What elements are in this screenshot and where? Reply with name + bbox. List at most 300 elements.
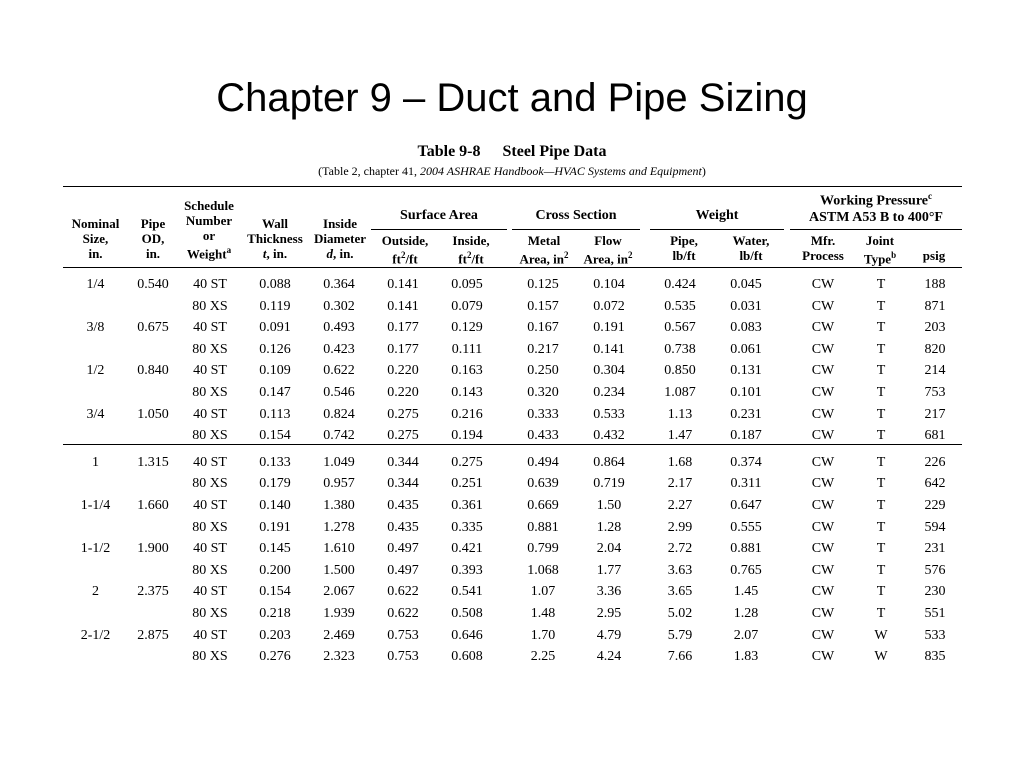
group-rule-working-pressure [790, 229, 962, 230]
cell-metal-area: 1.70 [530, 627, 556, 643]
header-mfr-process [792, 233, 854, 263]
cell-metal-area: 2.25 [530, 649, 556, 665]
cell-inside-area: 0.541 [451, 584, 483, 600]
header-text: /ft [405, 251, 418, 267]
header-text: Pipe [140, 216, 166, 231]
cell-schedule: 80 XS [192, 384, 228, 400]
cell-inside-area: 0.194 [451, 428, 483, 444]
header-rule [63, 267, 962, 268]
cell-pipe-weight: 0.424 [664, 277, 696, 292]
header-water-weight [718, 233, 784, 263]
cell-outside-area: 0.177 [387, 341, 419, 357]
table-source [0, 163, 1024, 179]
cell-flow-area: 0.432 [593, 428, 625, 444]
cell-joint-type: T [876, 341, 886, 357]
cell-outside-area: 0.497 [387, 541, 419, 557]
cell-mfr-process: CW [811, 454, 835, 470]
cell-metal-area: 0.799 [527, 541, 559, 557]
cell-inside-area: 0.216 [451, 406, 483, 422]
table-row [63, 495, 962, 517]
cell-outside-area: 0.753 [387, 627, 419, 643]
cell-joint-type: W [874, 627, 888, 643]
cell-wall-thickness: 0.109 [259, 363, 291, 379]
cell-inside-diameter: 0.493 [323, 320, 355, 336]
cell-schedule: 40 ST [193, 454, 227, 470]
cell-flow-area: 0.191 [593, 320, 625, 336]
group-rule-cross-section [512, 229, 640, 230]
cell-outside-area: 0.435 [387, 497, 419, 513]
header-text: Type [863, 251, 892, 267]
slide-title: Chapter 9 – Duct and Pipe Sizing [216, 76, 808, 120]
cell-inside-area: 0.421 [451, 541, 483, 557]
header-text: lb/ft [739, 248, 763, 263]
header-text: d [326, 246, 333, 261]
header-psig [908, 248, 960, 263]
cell-outside-area: 0.344 [387, 454, 419, 470]
cell-psig: 203 [924, 320, 946, 336]
cell-joint-type: T [876, 384, 886, 400]
cell-psig: 835 [924, 649, 946, 665]
cell-pipe-weight: 0.738 [664, 341, 696, 357]
cell-pipe-weight: 1.13 [667, 406, 693, 422]
cell-psig: 188 [924, 277, 946, 292]
header-text: Schedule [184, 198, 234, 213]
header-text: psig [922, 248, 946, 263]
cell-water-weight: 0.881 [730, 541, 762, 557]
table-row [63, 382, 962, 404]
cell-metal-area: 0.433 [527, 428, 559, 444]
cell-outside-area: 0.141 [387, 277, 419, 292]
cell-schedule: 40 ST [193, 320, 227, 336]
cell-water-weight: 0.231 [730, 406, 762, 422]
cell-schedule: 40 ST [193, 277, 227, 292]
table-row [63, 603, 962, 625]
cell-mfr-process: CW [811, 627, 835, 643]
cell-pipe-od: 2.875 [137, 627, 169, 643]
table-source-suffix: ) [701, 164, 706, 178]
header-pipe-od [128, 216, 178, 261]
header-text: Area, in [583, 251, 629, 267]
cell-nominal-size: 1/4 [86, 277, 105, 292]
cell-psig: 217 [924, 406, 946, 422]
cell-nominal-size: 1-1/4 [80, 497, 111, 513]
cell-inside-diameter: 0.622 [323, 363, 355, 379]
cell-outside-area: 0.753 [387, 649, 419, 665]
cell-pipe-weight: 1.087 [664, 384, 696, 400]
cell-pipe-od: 2.375 [137, 584, 169, 600]
header-text: or [202, 228, 216, 243]
cell-wall-thickness: 0.088 [259, 277, 291, 292]
cell-outside-area: 0.275 [387, 406, 419, 422]
cell-pipe-weight: 3.63 [667, 562, 693, 578]
cell-water-weight: 0.187 [730, 428, 762, 444]
table-source-prefix: (Table 2, chapter 41, [318, 164, 420, 178]
cell-pipe-weight: 2.99 [667, 519, 693, 535]
cell-inside-diameter: 0.364 [323, 277, 355, 292]
table-row [63, 274, 962, 296]
header-text: Water, [732, 233, 770, 248]
cell-pipe-weight: 2.27 [667, 497, 693, 513]
cell-mfr-process: CW [811, 384, 835, 400]
cell-psig: 230 [924, 584, 946, 600]
group-header-working-pressure [790, 188, 962, 226]
cell-pipe-od: 0.540 [137, 277, 169, 292]
cell-mfr-process: CW [811, 519, 835, 535]
cell-wall-thickness: 0.200 [259, 562, 291, 578]
cell-flow-area: 0.072 [593, 298, 625, 314]
cell-water-weight: 1.28 [733, 605, 759, 621]
cell-metal-area: 0.320 [527, 384, 559, 400]
cell-water-weight: 2.07 [733, 627, 759, 643]
group-rule-weight [650, 229, 784, 230]
cell-pipe-weight: 1.68 [667, 454, 693, 470]
table-row [63, 404, 962, 426]
header-text: Flow [594, 233, 622, 248]
cell-metal-area: 0.217 [527, 341, 559, 357]
header-text: Diameter [314, 231, 366, 246]
cell-pipe-weight: 7.66 [667, 649, 693, 665]
cell-nominal-size: 2-1/2 [80, 627, 111, 643]
cell-flow-area: 0.533 [593, 406, 625, 422]
cell-inside-diameter: 1.610 [323, 541, 355, 557]
table-row [63, 425, 962, 447]
cell-schedule: 80 XS [192, 428, 228, 444]
cell-outside-area: 0.344 [387, 476, 419, 492]
cell-outside-area: 0.177 [387, 320, 419, 336]
cell-inside-area: 0.163 [451, 363, 483, 379]
cell-water-weight: 0.045 [730, 277, 762, 292]
cell-water-weight: 0.083 [730, 320, 762, 336]
cell-pipe-od: 0.675 [137, 320, 169, 336]
cell-inside-diameter: 1.939 [323, 605, 355, 621]
cell-joint-type: T [876, 454, 886, 470]
cell-mfr-process: CW [811, 406, 835, 422]
cell-wall-thickness: 0.218 [259, 605, 291, 621]
cell-metal-area: 1.48 [530, 605, 556, 621]
cell-pipe-weight: 2.17 [667, 476, 693, 492]
cell-pipe-weight: 3.65 [667, 584, 693, 600]
cell-joint-type: T [876, 476, 886, 492]
header-text: OD, [141, 231, 165, 246]
cell-flow-area: 3.36 [596, 584, 622, 600]
header-text: Number [185, 213, 233, 228]
cell-wall-thickness: 0.091 [259, 320, 291, 336]
cell-inside-area: 0.095 [451, 277, 483, 292]
table-row [63, 646, 962, 668]
cell-flow-area: 4.79 [596, 627, 622, 643]
cell-water-weight: 1.83 [733, 649, 759, 665]
cell-wall-thickness: 0.191 [259, 519, 291, 535]
cell-pipe-weight: 1.47 [667, 428, 693, 444]
cell-schedule: 40 ST [193, 406, 227, 422]
header-sup: b [891, 250, 897, 260]
cell-mfr-process: CW [811, 363, 835, 379]
cell-mfr-process: CW [811, 476, 835, 492]
cell-flow-area: 0.864 [593, 454, 625, 470]
cell-nominal-size: 1/2 [86, 363, 105, 379]
header-text: Inside, [452, 233, 490, 248]
header-wall-thickness [242, 216, 308, 261]
cell-inside-diameter: 0.742 [323, 428, 355, 444]
cell-inside-area: 0.079 [451, 298, 483, 314]
cell-joint-type: T [876, 363, 886, 379]
header-text: Thickness [247, 231, 303, 246]
cell-joint-type: T [876, 320, 886, 336]
cell-schedule: 80 XS [192, 341, 228, 357]
cell-psig: 642 [924, 476, 946, 492]
header-nominal-size [63, 216, 128, 261]
cell-mfr-process: CW [811, 320, 835, 336]
header-text: Weight [186, 246, 227, 262]
cell-pipe-od: 1.660 [137, 497, 169, 513]
cell-flow-area: 1.28 [596, 519, 622, 535]
cell-psig: 594 [924, 519, 946, 535]
group-header-weight: Weight [695, 208, 739, 223]
cell-mfr-process: CW [811, 497, 835, 513]
cell-metal-area: 0.333 [527, 406, 559, 422]
header-text: , in. [332, 246, 354, 261]
cell-inside-diameter: 0.302 [323, 298, 355, 314]
cell-wall-thickness: 0.119 [259, 298, 291, 314]
cell-metal-area: 0.125 [527, 277, 559, 292]
cell-pipe-od: 1.050 [137, 406, 169, 422]
cell-wall-thickness: 0.154 [259, 584, 291, 600]
table-row [63, 581, 962, 603]
cell-inside-area: 0.143 [451, 384, 483, 400]
cell-nominal-size: 2 [92, 584, 99, 600]
header-text: Process [802, 248, 844, 263]
header-sup: 2 [564, 250, 569, 260]
cell-schedule: 40 ST [193, 627, 227, 643]
cell-psig: 753 [924, 384, 946, 400]
cell-nominal-size: 3/8 [86, 320, 105, 336]
cell-inside-diameter: 0.957 [323, 476, 355, 492]
cell-mfr-process: CW [811, 341, 835, 357]
cell-outside-area: 0.220 [387, 363, 419, 379]
cell-inside-area: 0.335 [451, 519, 483, 535]
cell-pipe-weight: 0.850 [664, 363, 696, 379]
header-sup: a [226, 245, 232, 255]
cell-inside-area: 0.608 [451, 649, 483, 665]
header-text: ft [392, 251, 401, 267]
cell-joint-type: T [876, 584, 886, 600]
cell-flow-area: 0.234 [593, 384, 625, 400]
cell-inside-diameter: 1.278 [323, 519, 355, 535]
cell-metal-area: 0.669 [527, 497, 559, 513]
header-sup: 2 [400, 250, 406, 260]
cell-inside-diameter: 0.546 [323, 384, 355, 400]
header-inside [439, 233, 503, 266]
cell-joint-type: T [876, 605, 886, 621]
header-pipe-weight [650, 233, 718, 263]
cell-mfr-process: CW [811, 298, 835, 314]
cell-pipe-weight: 2.72 [667, 541, 693, 557]
cell-wall-thickness: 0.179 [259, 476, 291, 492]
cell-psig: 681 [924, 428, 946, 444]
table-name: Steel Pipe Data [502, 143, 607, 160]
table-row [63, 538, 962, 560]
cell-mfr-process: CW [811, 605, 835, 621]
header-sup: 2 [628, 250, 633, 260]
cell-water-weight: 0.311 [730, 476, 762, 492]
cell-psig: 229 [924, 497, 946, 513]
header-metal-area [512, 233, 576, 266]
cell-inside-diameter: 2.469 [323, 627, 355, 643]
cell-flow-area: 0.141 [593, 341, 625, 357]
table-row [63, 560, 962, 582]
cell-inside-diameter: 2.067 [323, 584, 355, 600]
header-flow-area [576, 233, 640, 266]
header-text: Nominal [71, 216, 120, 231]
cell-inside-diameter: 1.380 [323, 497, 355, 513]
cell-psig: 871 [924, 298, 946, 314]
cell-water-weight: 0.061 [730, 341, 762, 357]
working-pressure-line1: Working Pressure [820, 193, 928, 209]
cell-nominal-size: 1 [92, 454, 99, 470]
cell-mfr-process: CW [811, 584, 835, 600]
table-row [63, 473, 962, 495]
header-text: Outside, [381, 233, 429, 248]
header-text: ft [458, 251, 467, 267]
table-caption [0, 142, 1024, 162]
cell-inside-diameter: 1.500 [323, 562, 355, 578]
cell-wall-thickness: 0.140 [259, 497, 291, 513]
header-text: in. [145, 246, 161, 261]
cell-wall-thickness: 0.126 [259, 341, 291, 357]
cell-flow-area: 1.77 [596, 562, 622, 578]
cell-psig: 576 [924, 562, 946, 578]
header-text: lb/ft [672, 248, 696, 263]
cell-outside-area: 0.497 [387, 562, 419, 578]
cell-water-weight: 0.131 [730, 363, 762, 379]
cell-psig: 231 [924, 541, 946, 557]
cell-schedule: 40 ST [193, 541, 227, 557]
cell-psig: 214 [924, 363, 946, 379]
cell-wall-thickness: 0.203 [259, 627, 291, 643]
header-sup: 2 [466, 250, 472, 260]
cell-mfr-process: CW [811, 277, 835, 292]
cell-outside-area: 0.275 [387, 428, 419, 444]
cell-joint-type: T [876, 298, 886, 314]
table-top-rule [63, 186, 962, 187]
cell-metal-area: 0.639 [527, 476, 559, 492]
cell-psig: 820 [924, 341, 946, 357]
cell-inside-area: 0.251 [451, 476, 483, 492]
cell-joint-type: T [876, 406, 886, 422]
cell-metal-area: 0.494 [527, 454, 559, 470]
cell-psig: 533 [924, 627, 946, 643]
cell-inside-diameter: 2.323 [323, 649, 355, 665]
cell-mfr-process: CW [811, 562, 835, 578]
cell-inside-area: 0.393 [451, 562, 483, 578]
cell-inside-area: 0.508 [451, 605, 483, 621]
cell-outside-area: 0.220 [387, 384, 419, 400]
header-text: Metal [527, 233, 561, 248]
table-row [63, 339, 962, 361]
table-source-book: 2004 ASHRAE Handbook—HVAC Systems and Equipment [419, 164, 702, 178]
cell-pipe-od: 1.315 [137, 454, 169, 470]
cell-flow-area: 2.04 [596, 541, 622, 557]
header-joint-type [852, 233, 908, 266]
group-header-cross-section: Cross Section [535, 208, 617, 223]
cell-mfr-process: CW [811, 649, 835, 665]
cell-water-weight: 0.374 [730, 454, 762, 470]
table-row [63, 625, 962, 647]
cell-wall-thickness: 0.133 [259, 454, 291, 470]
cell-pipe-weight: 0.567 [664, 320, 696, 336]
cell-water-weight: 0.765 [730, 562, 762, 578]
table-row [63, 517, 962, 539]
cell-wall-thickness: 0.154 [259, 428, 291, 444]
cell-outside-area: 0.622 [387, 584, 419, 600]
cell-flow-area: 0.719 [593, 476, 625, 492]
cell-wall-thickness: 0.276 [259, 649, 291, 665]
header-text: in. [88, 246, 103, 261]
cell-outside-area: 0.622 [387, 605, 419, 621]
cell-water-weight: 0.031 [730, 298, 762, 314]
cell-pipe-od: 1.900 [137, 541, 169, 557]
header-outside [371, 233, 439, 266]
cell-pipe-weight: 5.02 [667, 605, 693, 621]
cell-metal-area: 0.157 [527, 298, 559, 314]
cell-mfr-process: CW [811, 541, 835, 557]
cell-wall-thickness: 0.147 [259, 384, 291, 400]
cell-flow-area: 2.95 [596, 605, 622, 621]
header-text: /ft [471, 251, 484, 267]
cell-schedule: 80 XS [192, 476, 228, 492]
cell-inside-diameter: 1.049 [323, 454, 355, 470]
header-schedule [178, 198, 240, 261]
cell-schedule: 80 XS [192, 649, 228, 665]
header-text: t [262, 246, 267, 261]
cell-schedule: 80 XS [192, 562, 228, 578]
header-text: Mfr. [810, 233, 836, 248]
cell-schedule: 40 ST [193, 363, 227, 379]
header-text: Joint [865, 233, 895, 248]
header-text: Size, [82, 231, 109, 246]
table-body [63, 274, 962, 668]
cell-inside-diameter: 0.824 [323, 406, 355, 422]
cell-water-weight: 0.555 [730, 519, 762, 535]
header-text: Area, in [519, 251, 565, 267]
cell-nominal-size: 3/4 [86, 406, 105, 422]
cell-joint-type: T [876, 541, 886, 557]
cell-flow-area: 4.24 [596, 649, 622, 665]
cell-wall-thickness: 0.113 [259, 406, 291, 422]
cell-schedule: 40 ST [193, 497, 227, 513]
table-row [63, 452, 962, 474]
cell-schedule: 80 XS [192, 298, 228, 314]
cell-inside-area: 0.646 [451, 627, 483, 643]
cell-outside-area: 0.435 [387, 519, 419, 535]
table-row [63, 296, 962, 318]
cell-inside-diameter: 0.423 [323, 341, 355, 357]
cell-metal-area: 0.881 [527, 519, 559, 535]
cell-joint-type: W [874, 649, 888, 665]
group-rule-surface-area [371, 229, 507, 230]
header-text: , in. [266, 246, 288, 261]
cell-metal-area: 0.167 [527, 320, 559, 336]
working-pressure-sup: c [928, 191, 932, 201]
cell-outside-area: 0.141 [387, 298, 419, 314]
header-text: Inside [323, 216, 357, 231]
cell-metal-area: 0.250 [527, 363, 559, 379]
cell-joint-type: T [876, 428, 886, 444]
cell-water-weight: 0.101 [730, 384, 762, 400]
cell-mfr-process: CW [811, 428, 835, 444]
cell-pipe-weight: 5.79 [667, 627, 693, 643]
header-text: Pipe, [670, 233, 698, 248]
